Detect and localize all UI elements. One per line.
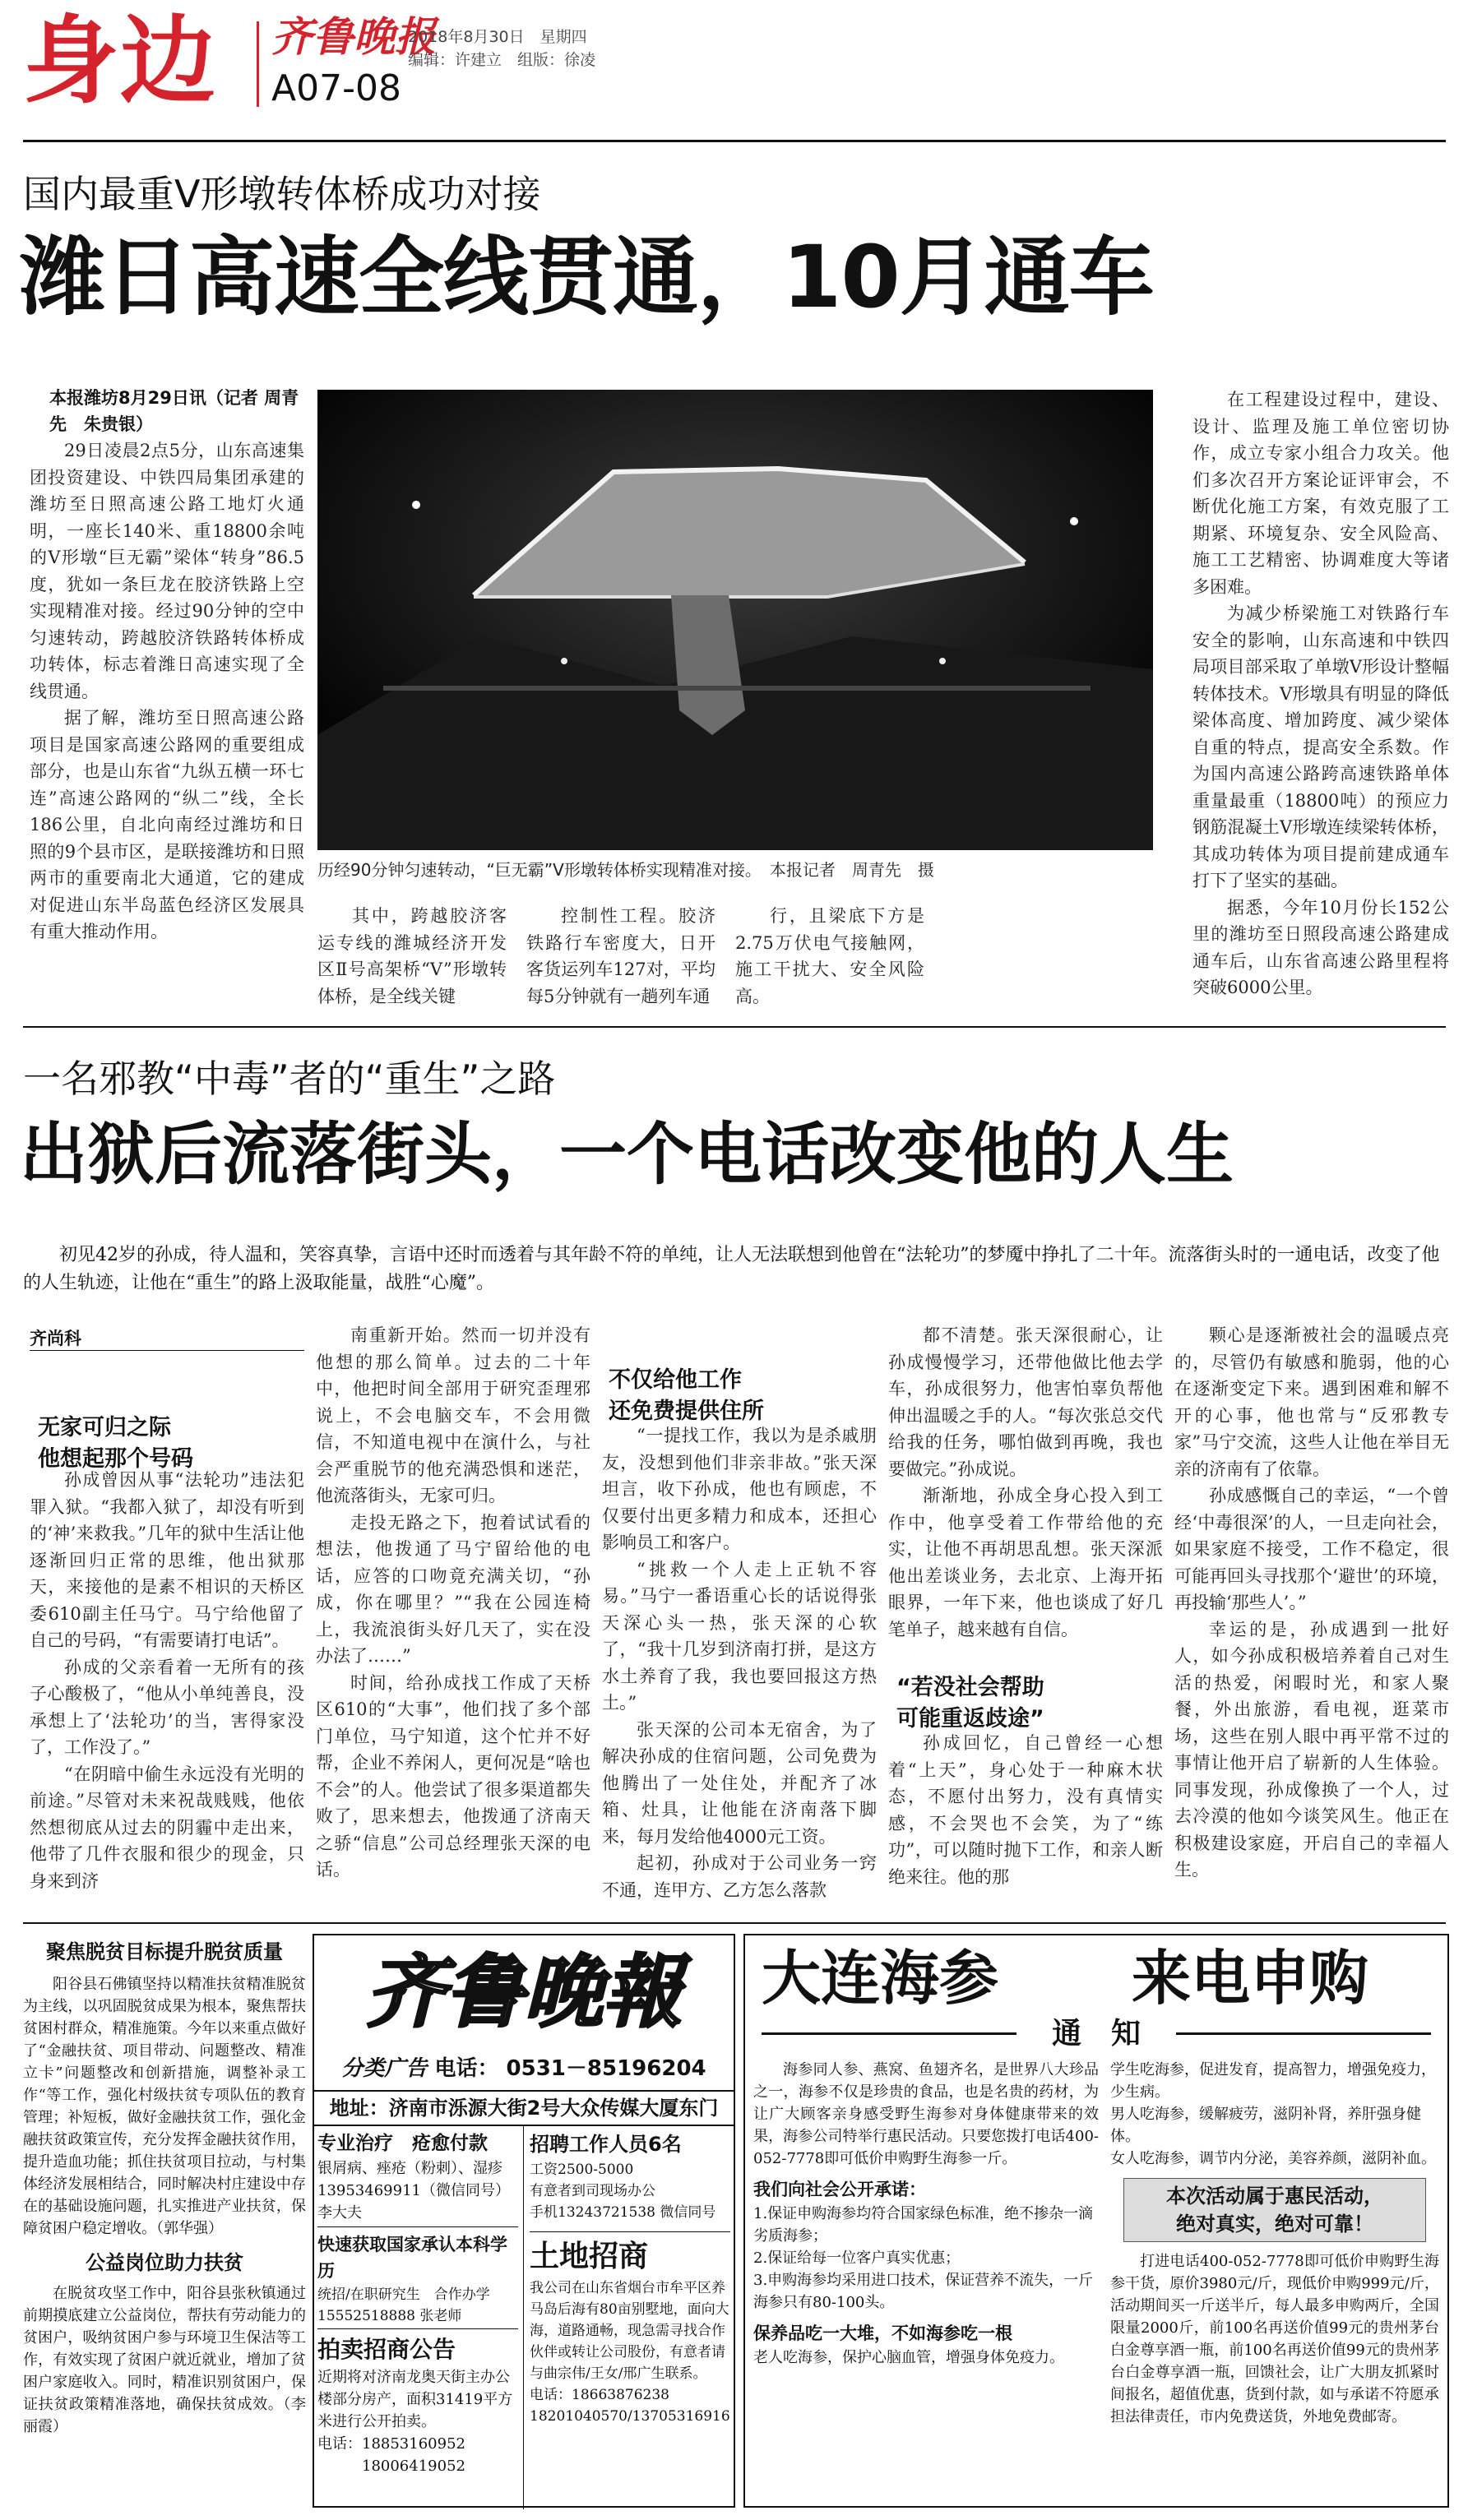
phone-number: 0531－85196204	[506, 2056, 706, 2081]
classifieds-address: 地址：济南市泺源大街2号大众传媒大厦东门	[314, 2090, 734, 2126]
recruit-title: 招聘工作人员6名	[530, 2133, 682, 2156]
section-title: 身边	[23, 6, 217, 117]
story2-headline: 出狱后流落街头，一个电话改变他的人生	[20, 1116, 1234, 1194]
ad-classifieds	[313, 1934, 735, 2508]
story2-lead: 初见42岁的孙成，待人温和，笑容真挚，言语中还时而透着与其年龄不符的单纯，让人无法联想到他曾在“法轮功”的梦魇中挣扎了二十年。流落街头时的一通电话，改变了他的人生轨迹，让他在“重生”的路上汲取能量，战胜“心魔”。	[23, 1245, 1440, 1293]
classifieds-vrule	[523, 2126, 524, 2509]
story2-col1-para3: “在阴暗中偷生永远没有光明的前途。”尽管对未来祝哉贱贱，他依然想彻底从过去的阴霾中走出来，他带了几件衣服和很少的现金，只身来到济	[30, 1764, 304, 1891]
sea-health-title: 保养品吃一大堆，不如海参吃一根	[753, 2323, 1012, 2343]
sub3-text: “若没社会帮助 可能重返歧途”	[896, 1675, 1044, 1732]
story1-col5	[1192, 386, 1449, 995]
land-box	[530, 2236, 730, 2506]
sea-promise-title: 我们向社会公开承诺：	[753, 2180, 926, 2199]
weekday-text: 星期四	[540, 28, 587, 46]
cert-box	[317, 2231, 518, 2329]
story2-col3-para4: 起初，孙成对于公司业务一窍不通，连甲方、乙方怎么落款	[602, 1853, 877, 1900]
story2-col4	[888, 1322, 1163, 1639]
clinic-box	[317, 2129, 518, 2227]
author-rule	[30, 1350, 304, 1351]
paper-logo: 齐鲁晚报	[271, 12, 436, 61]
story2-col2-para1: 南重新开始。然而一切并没有他想的那么简单。过去的二十年中，他把时间全部用于研究歪理邪说上，不会电脑交车，不会用微信，不知道电视中在演什么，与社会严重脱节的他充满恐惧和迷茫，他流落街头，无家可归。	[316, 1325, 590, 1505]
story1-col2	[317, 903, 507, 1006]
editor-text: 编辑：许建立	[408, 51, 502, 69]
story2-col3-para1: “一提找工作，我以为是杀戚朋友，没想到他们非亲非故。”张天深坦言，收下孙成，他也有顾虑，不仅要付出更多精力和成本，还担心影响员工和客户。	[602, 1426, 877, 1552]
auction-box	[317, 2333, 518, 2506]
story2-col3	[602, 1422, 877, 1911]
story1-col5-para2: 为减少桥梁施工对铁路行车安全的影响，山东高速和中铁四局项目部采取了单墩V形设计整幅转体技术。V形墩具有明显的降低梁体高度、增加跨度、减少梁体自重的特点，提高安全系数。作为国内高速公路跨高速铁路单体重量最重（18800吨）的预应力钢筋混凝土V形墩连续梁转体桥，其成功转体为项目提前建成通车打下了坚实的基础。	[1192, 603, 1449, 890]
page-number: A07-08	[271, 67, 401, 109]
sub1-text: 无家可归之际 他想起那个号码	[38, 1415, 193, 1472]
cert-body: 统招/在职研究生 合作办学 15552518888 张老师	[317, 2286, 490, 2324]
bridge-photo	[317, 390, 1153, 850]
story1-col5-para3: 据悉，今年10月份长152公里的潍坊至日照段高速公路建成通车后，山东省高速公路里程将突破6000公里。	[1192, 897, 1449, 997]
bridge-illustration	[317, 390, 1153, 850]
story1-col4	[735, 903, 924, 1006]
phone-label: 电话：	[434, 2056, 499, 2081]
story2-col2-para2: 走投无路之下，抱着试试看的想法，他拨通了马宁留给他的电话，应答的口吻竟充满关切，“孙成，你在哪里？”“我在公园连椅上，我流浪街头好几天了，实在没办法了……”	[316, 1512, 590, 1666]
land-title: 土地招商	[530, 2240, 649, 2273]
recruit-box	[530, 2129, 730, 2232]
story2-col1-para1: 孙成曾因从事“法轮功”违法犯罪入狱。“我都入狱了，却没有听到的‘神’来救我。”几年的狱中生活让他逐渐回归正常的思维，他出狱那天，来接他的是素不相识的天桥区委610副主任马宁。马宁给他留了自己的号码，“有需要请打电话”。	[30, 1470, 304, 1650]
auction-title: 拍卖招商公告	[317, 2336, 456, 2363]
story2-col3-para3: 张天深的公司本无宿舍，为了解决孙成的住宿问题，公司免费为他腾出了一处住处，并配齐了冰箱、灶具，让他能在济南落下脚来，每月发给他4000元工资。	[602, 1719, 877, 1847]
ad1-title2: 公益岗位助力扶贫	[86, 2251, 243, 2274]
sea-promises: 1.保证申购海参均符合国家绿色标准，绝不掺杂一滴劣质海参； 2.保证给每一位客户真实优惠； 3.申购海参均采用进口技术，保证营养不流失，一斤海参只有80-100头。	[753, 2205, 1094, 2311]
story-divider	[23, 1026, 1446, 1028]
story2-sub1	[38, 1381, 301, 1475]
ad1-body1: 阳谷县石佛镇坚持以精准扶贫精准脱贫为主线，以巩固脱贫成果为根本，聚焦帮扶贫困村群众，精准施策。今年以来重点做好了“金融扶贫、项目带动、问题整改、精准立卡”问题整改和创新措施，调整补录工作“等工作，强化村级扶贫专项队伍的教育管理；补短板，做好金融扶贫工作，强化金融扶贫政策宣传，充分发挥金融扶贫作用，提升造血功能；抓住扶贫项目拉动，与村集体经济发展相结合，同时解决村庄建设中存在的基础设施问题，扎实推进产业扶贫，保障贫困户稳定增收。（郭华强）	[23, 1976, 306, 2237]
recruit-body: 工资2500-5000 有意者到司现场办公 手机13243721538 微信同号	[530, 2162, 716, 2221]
story2-col4-para2: 渐渐地，孙成全身心投入到工作中，他享受着工作带给他的充实，让他不再胡思乱想。张天深派他出差谈业务，去北京、上海开拓眼界，一年下来，他也谈成了好几笔单子，越来越有自信。	[888, 1486, 1163, 1639]
story2-col4b	[888, 1730, 1163, 1911]
sea-left-col	[753, 2059, 1099, 2503]
sea-benefits: 学生吃海参，促进发育，提高智力，增强免疫力，少生病。 男人吃海参，缓解疲劳，滋阴补肾，养肝强身健体。 女人吃海参，调节内分泌，美容养颜，滋阴补血。	[1110, 2061, 1436, 2167]
story2-col5-para2: 孙成感慨自己的幸运，“一个曾经‘中毒很深’的人，一旦走向社会，如果家庭不接受，工作不稳定，很可能再回头寻找那个‘避世’的环境，再投输‘那些人’。”	[1174, 1486, 1449, 1612]
masthead-divider	[257, 21, 259, 107]
story1-col2-para1: 其中，跨越胶济客运专线的潍城经济开发区Ⅱ号高架桥“V”形墩转体桥，是全线关键	[317, 906, 507, 1006]
sea-intro: 海参同人参、燕窝、鱼翅齐名，是世界八大珍品之一，海参不仅是珍贵的食品，也是名贵的药材，为让广大顾客亲身感受野生海参对身体健康带来的效果，海参公司特举行惠民活动。只要您拨打电话400-052-7778即可低价申购野生海参一斤。	[753, 2061, 1099, 2167]
story1-col3-para1: 控制性工程。胶济铁路行车密度大，日开客货运列车127对，平均每5分钟就有一趟列车通	[526, 906, 715, 1006]
layout-text: 组版：徐凌	[517, 51, 596, 69]
classifieds-phone-bar	[314, 2051, 734, 2087]
photo-caption: 历经90分钟匀速转动，“巨无霸”V形墩转体桥实现精准对接。 本报记者 周青先 摄	[317, 860, 934, 880]
sea-call: 打进电话400-052-7778即可低价申购野生海参干货，原价3980元/斤，现低价申购999元/斤，活动期间买一斤送半斤，每人最多申购两斤，全国限量2000斤，前100名再送价值99元的贵州茅台白金尊享酒一瓶，前100名再送价值99元的贵州茅台白金尊享酒一瓶，回馈社会，让广大朋友抓紧时间报名，超值优惠，货到付款，如与承诺不符愿承担法律责任，市内免费送货，外地免费邮寄。	[1110, 2253, 1439, 2425]
story2-col5-para3: 幸运的是，孙成遇到一批好人，如今孙成积极培养着自己对生活的热爱，闲暇时光，和家人聚餐，外出旅游，看电视，逛菜市场，这些在别人眼中再平常不过的事情让他开启了崭新的人生体验。同事发现，孙成像换了一个人，过去冷漠的他如今谈笑风生。他正在积极建设家庭，开启自己的幸福人生。	[1174, 1619, 1449, 1880]
date-text: 2018年8月30日	[408, 28, 525, 46]
story1-headline: 潍日高速全线贯通，10月通车	[20, 227, 1154, 327]
classifieds-logo: 齐鲁晚報	[366, 1945, 682, 2038]
story2-col5-para1: 颗心是逐渐被社会的温暖点亮的，尽管仍有敏感和脆弱，他的心在逐渐变定下来。遇到困难和解不开的心事，他也常与“反邪教专家”马宁交流，这些人让他在举目无亲的济南有了依靠。	[1174, 1325, 1449, 1479]
story2-col4b-para1: 孙成回忆，自己曾经一心想着“上天”，身心处于一种麻木状态，不愿付出努力，没有真情实感，不会哭也不会笑，为了“练功”，可以随时抛下工作，和亲人断绝来往。他的那	[888, 1733, 1163, 1887]
sea-headline-left: 大连海参	[762, 1944, 999, 2013]
story1-col1-para2: 据了解，潍坊至日照高速公路项目是国家高速公路网的重要组成部分，也是山东省“九纵五横一环七连”高速公路网的“纵二”线，全长186公里，自北向南经过潍坊和日照的9个县市区，是联接潍坊和日照两市的重要南北大通道，它的建成对促进山东半岛蓝色经济区发展具有重大推动作用。	[30, 708, 304, 941]
story2-col4-para1: 都不清楚。张天深很耐心，让孙成慢慢学习，还带他做比他去学车，孙成很努力，他害怕辜负帮他伸出温暖之手的人。“每次张总交代给我的任务，哪怕做到再晚，我也要做完。”孙成说。	[888, 1325, 1163, 1479]
story2-author: 齐尚科	[30, 1329, 81, 1348]
ad-poverty	[23, 1935, 306, 2508]
story1-col5-para1: 在工程建设过程中，建设、设计、监理及施工单位密切协作，成立专家小组合力攻关。他们多次召开方案论证评审会，不断优化施工方案，有效克服了工期紧、环境复杂、安全风险高、施工工艺精密、协调难度大等诸多困难。	[1192, 390, 1449, 597]
issue-date	[408, 25, 587, 47]
story1-col4-para1: 行，且梁底下方是2.75万伏电气接触网，施工干扰大、安全风险高。	[735, 906, 924, 1006]
story2-sub2	[609, 1334, 872, 1427]
sea-highlight: 本次活动属于惠民活动， 绝对真实，绝对可靠！	[1123, 2178, 1426, 2242]
cert-title: 快速获取国家承认本科学历	[317, 2235, 507, 2281]
top-rule	[23, 140, 1446, 142]
story2-col2	[316, 1322, 590, 1911]
ad1-title1: 聚焦脱贫目标提升脱贫质量	[46, 1940, 283, 1963]
story2-col1-para2: 孙成的父亲看着一无所有的孩子心酸极了，“他从小单纯善良，没承想上了‘法轮功’的当，害得家没了，工作没了。”	[30, 1657, 304, 1757]
land-body: 我公司在山东省烟台市牟平区养马岛后海有80亩别墅地，面向大海，道路通畅，现急需寻找合作伙伴或转让公司股份，有意者请与曲宗伟/王女/邢广生联系。 电话：18663876238 18201040570/13705316916	[530, 2280, 730, 2425]
story2-col2-para3: 时间，给孙成找工作成了天桥区610的“大事”，他们找了多个部门单位，马宁知道，这个忙并不好帮，企业不养闲人，更何况是“啥也不会”的人。他尝试了很多渠道都失败了，思来想去，他拨通了济南天之骄“信息”公司总经理张天深的电话。	[316, 1672, 590, 1880]
editor-line	[408, 48, 595, 70]
story2-col3-para2: “挑救一个人走上正轨不容易。”马宁一番语重心长的话说得张天深心头一热，张天深的心软了，“我十几岁到济南打拼，是这方水土养育了我，我也要回报这方热土。”	[602, 1559, 877, 1713]
story2-sub3	[896, 1641, 1160, 1735]
ads-divider	[23, 1922, 1446, 1924]
sub2-text: 不仅给他工作 还免费提供住所	[609, 1367, 764, 1424]
sea-right-col	[1110, 2059, 1439, 2503]
story1-kicker: 国内最重V形墩转体桥成功对接	[23, 172, 541, 216]
clinic-title: 专业治疗 疮愈付款	[317, 2133, 488, 2154]
ad1-body2: 在脱贫攻坚工作中，阳谷县张秋镇通过前期摸底建立公益岗位，帮扶有劳动能力的贫困户，吸纳贫困户参与环境卫生保洁等工作，有效实现了贫困户就近就业，增加了贫困户家庭收入。同时，精准识别贫困户，保证扶贫政策精准落地，确保扶贫成效。（李丽霞）	[23, 2285, 306, 2435]
story1-col1-para1: 29日凌晨2点5分，山东高速集团投资建设、中铁四局集团承建的潍坊至日照高速公路工地灯火通明，一座长140米、重18800余吨的V形墩“巨无霸”梁体“转身”86.5度，犹如一条巨龙在胶济铁路上空实现精准对接。经过90分钟的空中匀速转动，跨越胶济铁路转体桥成功转体，标志着潍日高速实现了全线贯通。	[30, 441, 304, 701]
story2-kicker: 一名邪教“中毒”者的“重生”之路	[23, 1057, 556, 1101]
clinic-body: 银屑病、痤疮（粉刺）、湿疹 13953469911（微信同号）李大夫	[317, 2160, 510, 2222]
ad-sea-cucumber	[743, 1934, 1449, 2508]
auction-body: 近期将对济南龙奥天街主办公楼部分房产，面积31419平方米进行公开拍卖。 电话：18853160952 18006419052	[317, 2369, 513, 2475]
ad-label: 分类广告	[341, 2056, 428, 2081]
sea-headline-right: 来电申购	[1132, 1944, 1369, 2013]
story1-col1	[30, 437, 304, 988]
sea-health-body: 老人吃海参，保护心脑血管，增强身体免疫力。	[753, 2349, 1064, 2366]
story1-byline: 本报潍坊8月29日讯（记者 周青先 朱贵银）	[49, 388, 299, 434]
sea-notice: 通 知	[1016, 2018, 1176, 2051]
story2-col1	[30, 1467, 304, 1911]
story1-col3	[526, 903, 715, 1006]
story2-col5	[1174, 1322, 1449, 1911]
